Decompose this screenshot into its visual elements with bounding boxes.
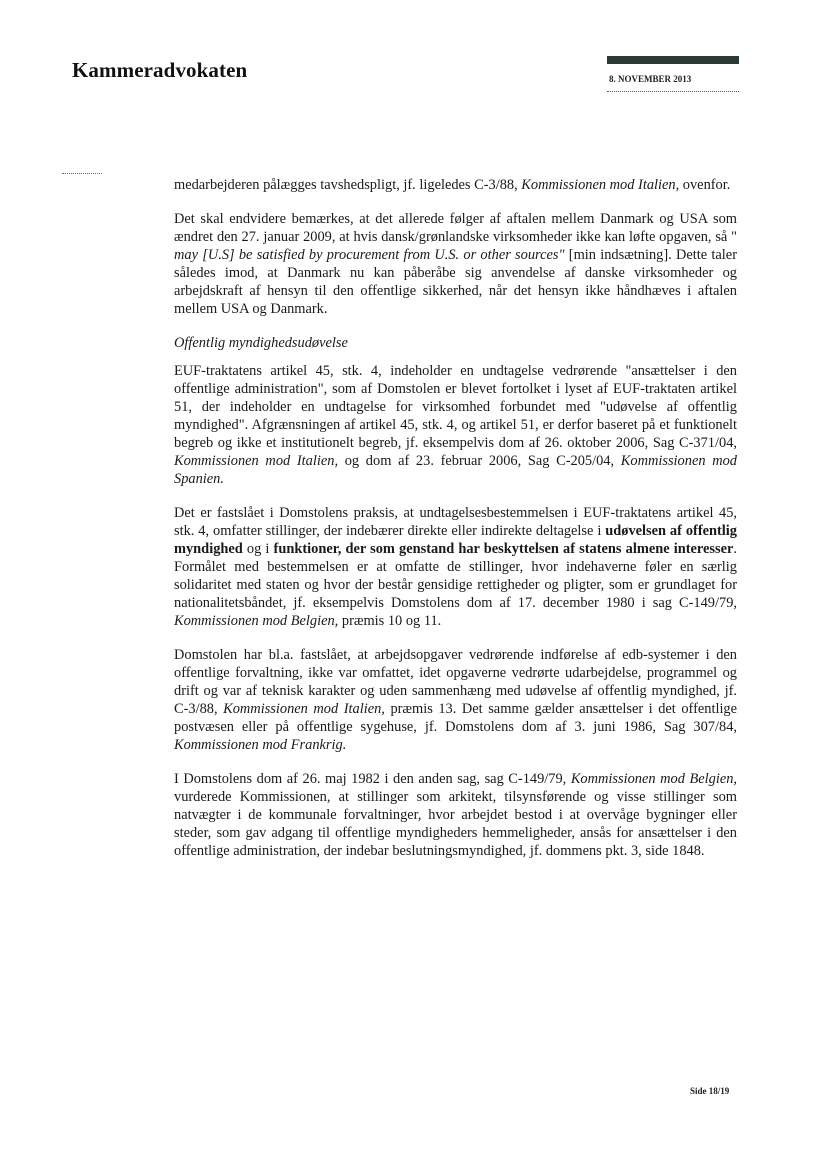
p3-text-a: EUF-traktatens artikel 45, stk. 4, indeholder en undtagelse vedrørende "ansættelser i den offentlige administration", som af Domstolen er blevet fortolket i lyset af EUF-traktaten artikel 51, der indeholder en undtagelse for virksomhed forbundet med "udøvelse af offentlig myndighed". Afgrænsningen af artikel 45, stk. 4, og artikel 51, er derfor baseret på et funktionelt begreb og ikke et institutionelt begreb, jf. eksempelvis dom af 26. oktober 2006, Sag C-371/04,	[174, 363, 737, 451]
page-number: Side 18/19	[690, 1086, 730, 1096]
paragraph-6	[174, 770, 737, 860]
date-rule	[607, 91, 739, 92]
paragraph-1	[174, 176, 737, 194]
p1-text-c: ovenfor.	[679, 177, 731, 193]
p1-case-name: Kommissionen mod Italien,	[521, 177, 680, 193]
p6-text-a: I Domstolens dom af 26. maj 1982 i den anden sag, sag C-149/79,	[174, 771, 571, 787]
paragraph-3	[174, 362, 737, 488]
p5-text-c: præmis 13. Det samme gælder ansættelser i det offentlige postvæsen eller på offentlige sygehuse, jf. Domstolens dom af 3. juni 1986, Sag 307/84,	[174, 701, 738, 735]
p4-text-a: Det er fastslået i Domstolens praksis, at undtagelsesbestemmelsen i EUF-traktatens artikel 45, stk. 4, omfatter stillinger, der indebærer direkte eller indirekte deltagelse i	[174, 505, 737, 539]
p4-case-name: Kommissionen mod Belgien,	[174, 613, 339, 629]
margin-mark	[62, 173, 102, 174]
paragraph-4	[174, 504, 737, 630]
paragraph-5	[174, 646, 737, 754]
p2-quote: may [U.S] be satisfied by procurement from U.S. or other sources"	[174, 247, 565, 263]
p4-bold-1: udøvelsen af offentlig myndighed	[174, 523, 737, 557]
p3-text-c: og dom af 23. februar 2006, Sag C-205/04,	[338, 453, 621, 469]
p2-text-a: Det skal endvidere bemærkes, at det allerede følger af aftalen mellem Danmark og USA som ændret den 27. januar 2009, at hvis dansk/grønlandske virksomheder ikke kan løfte opgaven, så "	[174, 211, 737, 245]
paragraph-2	[174, 210, 737, 318]
p1-text-a: medarbejderen pålægges tavshedspligt, jf. ligeledes C-3/88,	[174, 177, 522, 193]
p4-text-e: . Formålet med bestemmelsen er at omfatte de stillinger, hvor indehaverne føler en særlig solidaritet med staten og hvor der består gensidige rettigheder og pligter, som er grundlaget for nationalitetsbåndet, jf. eksempelvis Domstolens dom af 17. december 1980 i sag C-149/79,	[174, 541, 737, 611]
date-bar	[607, 56, 739, 64]
document-body	[174, 176, 737, 860]
p4-text-c: og i	[242, 541, 274, 557]
p4-bold-2: funktioner, der som genstand har beskyttelsen af statens almene interesser	[273, 541, 734, 557]
p6-text-c: vurderede Kommissionen, at stillinger som arkitekt, tilsynsførende og visse stillinger som natvægter i de kommunale forvaltninger, hvor arbejdet bestod i at overvåge bygninger eller steder, som gav adgang til offentlige myndigheders hemmeligheder, ansås for ansættelser i den offentlige administration, der indebar beslutningsmyndighed, jf. dommens pkt. 3, side 1848.	[174, 789, 737, 859]
p2-text-c: [min indsætning]. Dette taler således imod, at Danmark nu kan påberåbe sig anvendelse af danske virksomheder og arbejdskraft af hensyn til den offentlige sikkerhed, når det hensyn ikke håndhæves i aftalen mellem USA og Danmark.	[174, 247, 737, 317]
p6-case-name: Kommissionen mod Belgien,	[570, 771, 738, 787]
p5-text-a: Domstolen har bl.a. fastslået, at arbejdsopgaver vedrørende indførelse af edb-systemer i den offentlige forvaltning, ikke var omfattet, idet opgaverne vedrørte udarbejdelse, programmel og drift og var af teknisk karakter og uden sammenhæng med udøvelse af offentlig myndighed, jf. C-3/88,	[174, 647, 737, 717]
p5-case-name-1: Kommissionen mod Italien,	[223, 701, 385, 717]
p3-case-name-2: Kommissionen mod Spanien.	[174, 453, 737, 487]
p3-case-name-1: Kommissionen mod Italien,	[174, 453, 339, 469]
p4-text-g: præmis 10 og 11.	[338, 613, 442, 629]
section-heading: Offentlig myndighedsudøvelse	[174, 335, 348, 351]
firm-name: Kammeradvokaten	[72, 58, 248, 82]
document-date: 8. NOVEMBER 2013	[609, 74, 692, 84]
p5-case-name-2: Kommissionen mod Frankrig.	[174, 737, 347, 753]
